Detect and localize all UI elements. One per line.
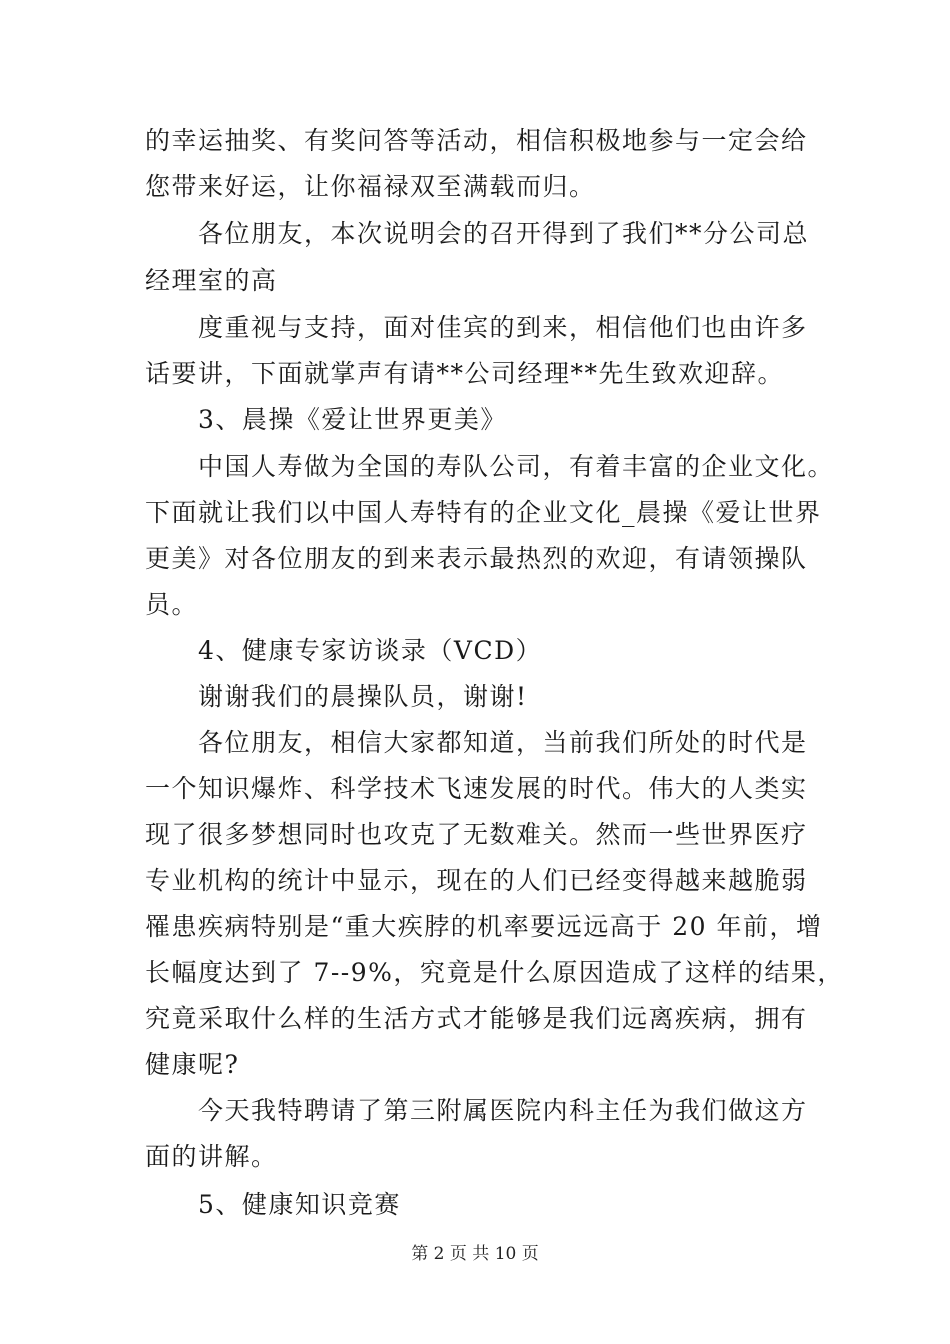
text-line: 更美》对各位朋友的到来表示最热烈的欢迎，有请领操队 bbox=[145, 544, 808, 573]
text-line: 罹患疾病特别是“重大疾脖的机率要远远高于 20 年前，增 bbox=[145, 912, 823, 941]
text-line: 面的讲解。 bbox=[145, 1142, 278, 1171]
page-number-footer: 第 2 页 共 10 页 bbox=[411, 1244, 539, 1264]
text-line: 谢谢我们的晨操队员，谢谢! bbox=[198, 682, 528, 711]
text-line: 话要讲，下面就掌声有请**公司经理**先生致欢迎辞。 bbox=[145, 359, 785, 388]
text-line: 度重视与支持，面对佳宾的到来，相信他们也由许多 bbox=[198, 313, 808, 342]
text-line: 长幅度达到了 7--9%，究竟是什么原因造成了这样的结果， bbox=[145, 958, 844, 987]
text-line: 专业机构的统计中显示，现在的人们已经变得越来越脆弱 bbox=[145, 866, 808, 895]
text-line: 今天我特聘请了第三附属医院内科主任为我们做这方 bbox=[198, 1096, 808, 1125]
text-line: 您带来好运，让你福禄双至满载而归。 bbox=[145, 172, 596, 201]
text-line: 的幸运抽奖、有奖问答等活动，相信积极地参与一定会给 bbox=[145, 126, 808, 155]
section-heading: 4、健康专家访谈录（VCD） bbox=[198, 636, 543, 665]
text-line: 现了很多梦想同时也攻克了无数难关。然而一些世界医疗 bbox=[145, 820, 808, 849]
section-heading: 3、晨操《爱让世界更美》 bbox=[198, 405, 507, 434]
text-line: 各位朋友，本次说明会的召开得到了我们**分公司总 bbox=[198, 219, 810, 248]
text-line: 究竟采取什么样的生活方式才能够是我们远离疾病，拥有 bbox=[145, 1004, 808, 1033]
text-line: 员。 bbox=[145, 590, 199, 619]
text-line: 下面就让我们以中国人寿特有的企业文化_晨操《爱让世界 bbox=[145, 498, 822, 527]
text-line: 经理室的高 bbox=[145, 266, 278, 295]
text-line: 中国人寿做为全国的寿队公司，有着丰富的企业文化。 bbox=[198, 452, 835, 481]
text-line: 健康呢? bbox=[145, 1050, 240, 1079]
text-line: 一个知识爆炸、科学技术飞速发展的时代。伟大的人类实 bbox=[145, 774, 808, 803]
section-heading: 5、健康知识竞赛 bbox=[198, 1190, 401, 1219]
text-line: 各位朋友，相信大家都知道，当前我们所处的时代是 bbox=[198, 728, 808, 757]
